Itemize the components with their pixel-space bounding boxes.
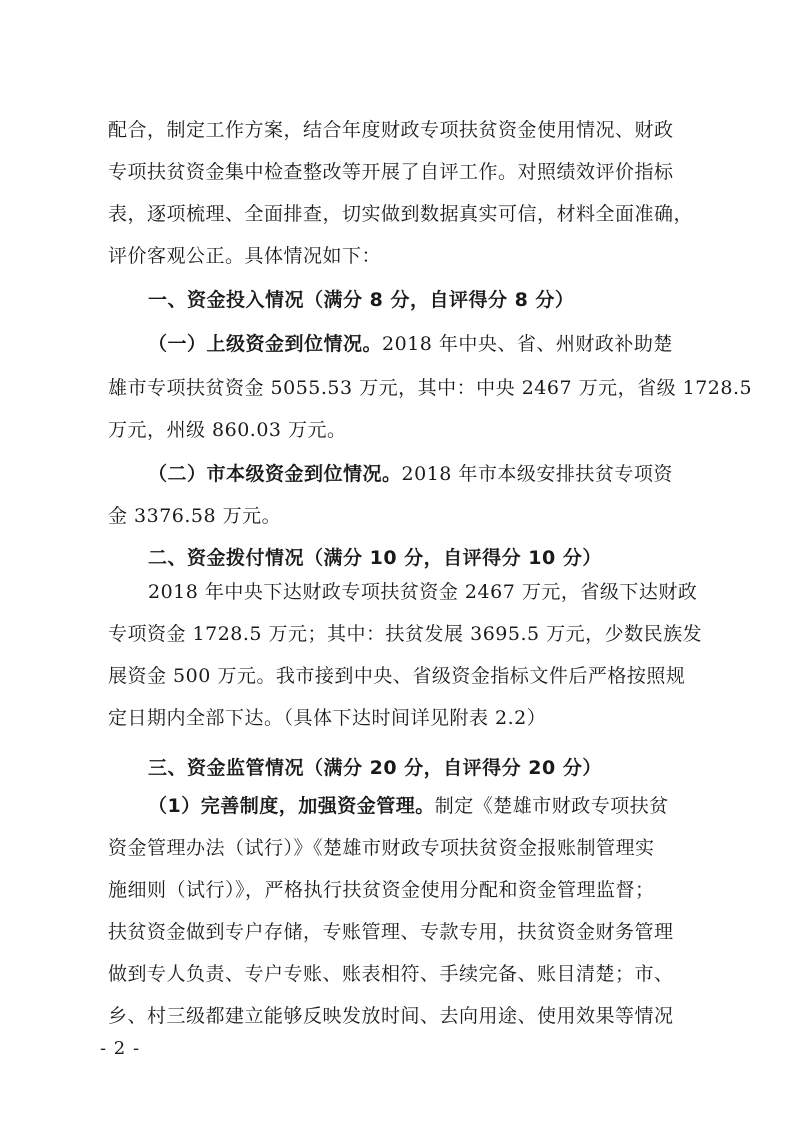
paragraph-line: 配合，制定工作方案，结合年度财政专项扶贫资金使用情况、财政 bbox=[108, 119, 674, 141]
paragraph-line: 扶贫资金做到专户存储，专账管理、专款专用，扶贫资金财务管理 bbox=[108, 921, 674, 943]
paragraph-line bbox=[148, 794, 758, 818]
paragraph-line: 展资金 500 万元。我市接到中央、省级资金指标文件后严格按照规 bbox=[108, 665, 686, 687]
item-label: （一）上级资金到位情况。 bbox=[148, 333, 383, 355]
paragraph-line: 评价客观公正。具体情况如下： bbox=[108, 245, 382, 267]
item-label: （1）完善制度，加强资金管理。 bbox=[148, 795, 435, 817]
item-text: 制定《楚雄市财政专项扶贫 bbox=[434, 795, 669, 817]
paragraph-line: 施细则（试行）》，严格执行扶贫资金使用分配和资金管理监督； bbox=[108, 879, 655, 901]
item-text: 2018 年市本级安排扶贫专项资 bbox=[401, 463, 673, 485]
paragraph-line bbox=[148, 332, 758, 356]
paragraph-line: 做到专人负责、专户专账、账表相符、手续完备、账目清楚；市、 bbox=[108, 963, 674, 985]
paragraph-line: 专项资金 1728.5 万元；其中：扶贫发展 3695.5 万元，少数民族发 bbox=[108, 623, 703, 645]
item-label: （二）市本级资金到位情况。 bbox=[148, 463, 402, 485]
paragraph-line: 定日期内全部下达。（具体下达时间详见附表 2.2） bbox=[108, 707, 547, 729]
section-heading: 一、资金投入情况（满分 8 分，自评得分 8 分） bbox=[148, 289, 575, 311]
section-heading: 二、资金拨付情况（满分 10 分，自评得分 10 分） bbox=[148, 547, 602, 569]
section-heading: 三、资金监管情况（满分 20 分，自评得分 20 分） bbox=[148, 757, 602, 779]
paragraph-line: 表，逐项梳理、全面排查，切实做到数据真实可信，材料全面准确， bbox=[108, 203, 694, 225]
paragraph-line bbox=[148, 462, 758, 486]
item-text: 2018 年中央、省、州财政补助楚 bbox=[382, 333, 673, 355]
page-number: - 2 - bbox=[100, 1038, 141, 1059]
paragraph-line: 乡、村三级都建立能够反映发放时间、去向用途、使用效果等情况 bbox=[108, 1005, 674, 1027]
paragraph-line: 资金管理办法（试行）》《楚雄市财政专项扶贫资金报账制管理实 bbox=[108, 837, 655, 859]
paragraph-line: 万元，州级 860.03 万元。 bbox=[108, 419, 347, 441]
paragraph-line: 专项扶贫资金集中检查整改等开展了自评工作。对照绩效评价指标 bbox=[108, 161, 674, 183]
paragraph-line: 2018 年中央下达财政专项扶贫资金 2467 万元，省级下达财政 bbox=[148, 581, 698, 603]
paragraph-line: 金 3376.58 万元。 bbox=[108, 505, 282, 527]
paragraph-line: 雄市专项扶贫资金 5055.53 万元，其中：中央 2467 万元，省级 1728.5 bbox=[108, 377, 753, 399]
